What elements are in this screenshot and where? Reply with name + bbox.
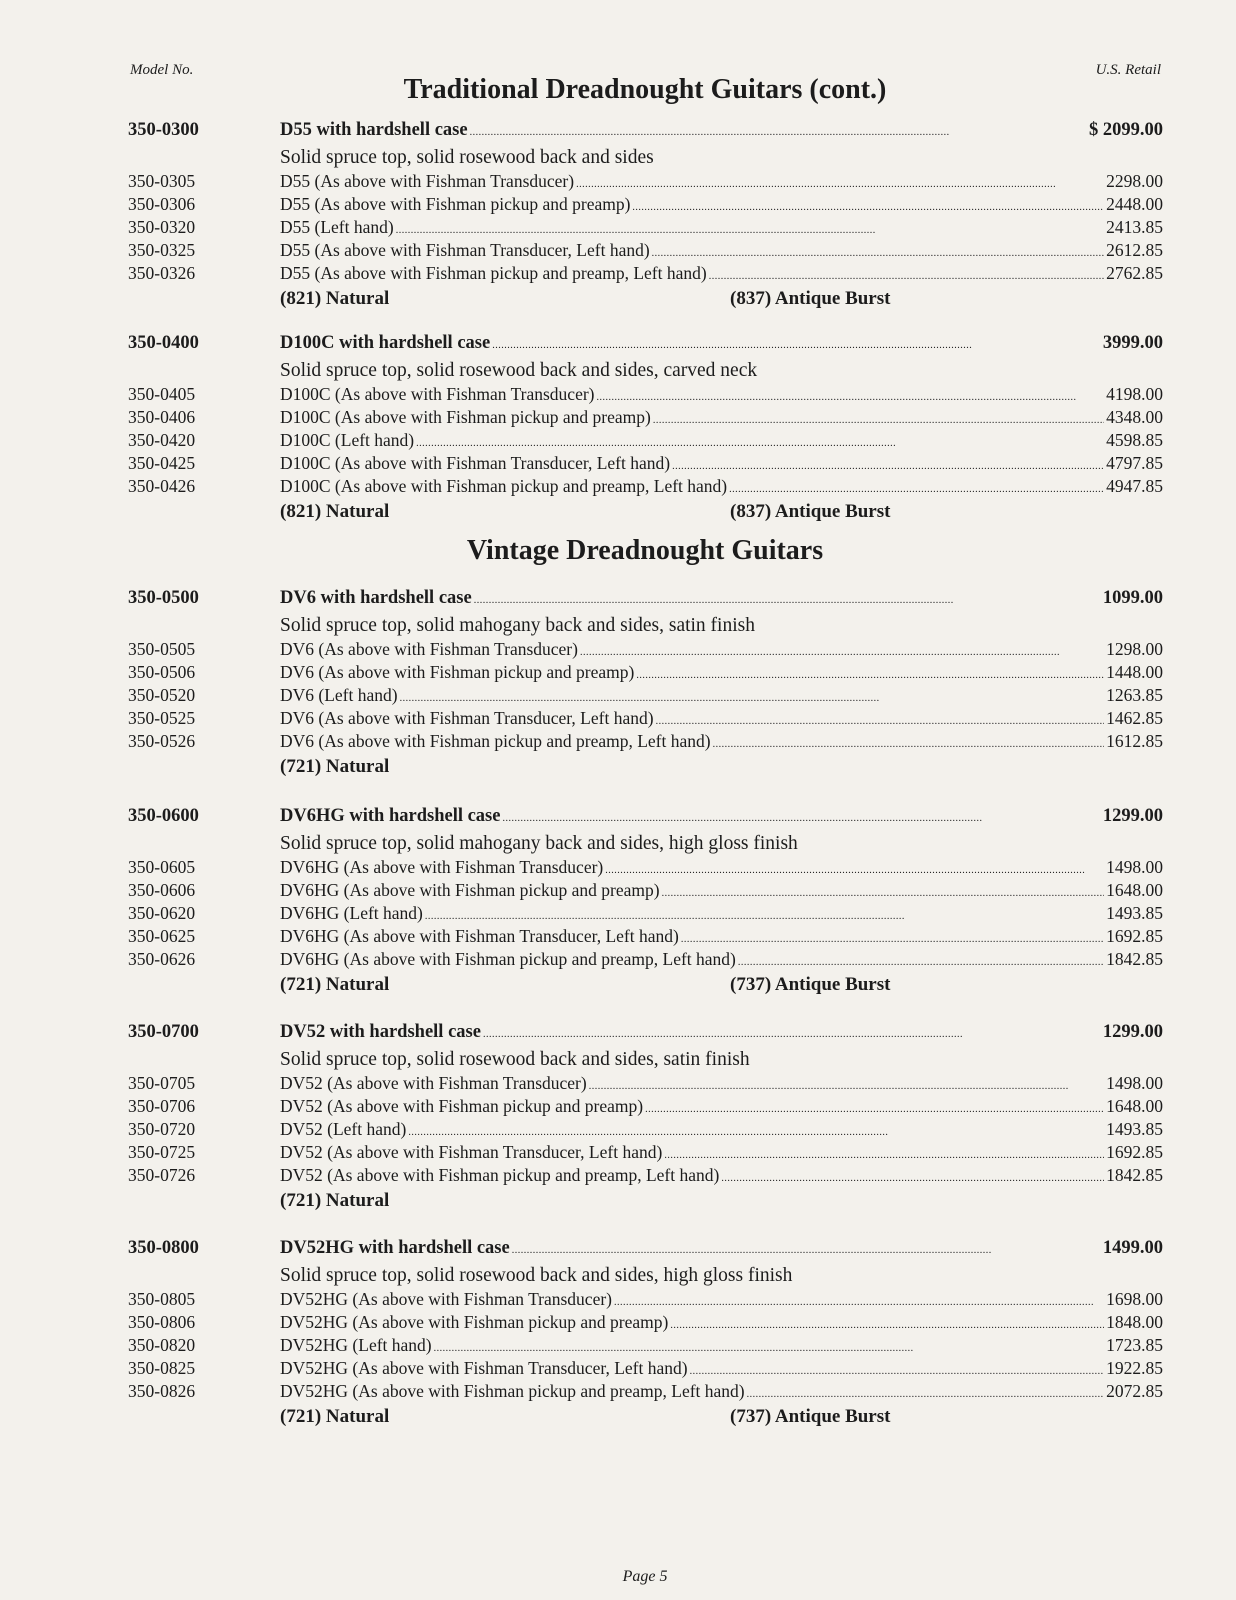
model-number: 350-0606 bbox=[128, 880, 196, 900]
retail-price: 1499.00 bbox=[1102, 1238, 1163, 1258]
retail-price: 1698.00 bbox=[1106, 1289, 1163, 1309]
product-description: D55 with hardshell case bbox=[280, 120, 468, 140]
dot-leader bbox=[396, 217, 1104, 238]
variant-row bbox=[128, 240, 1163, 263]
variant-row bbox=[128, 1073, 1163, 1096]
section-title-vintage: Vintage Dreadnought Guitars bbox=[466, 535, 824, 566]
retail-price: 1299.00 bbox=[1102, 1022, 1163, 1042]
model-number: 350-0725 bbox=[128, 1142, 196, 1162]
dot-leader bbox=[729, 476, 1104, 497]
product-description: DV6 (As above with Fishman Transducer, Left hand) bbox=[280, 708, 654, 728]
product-description: DV6HG with hardshell case bbox=[280, 806, 501, 826]
variant-row bbox=[128, 1358, 1163, 1381]
retail-price: 1299.00 bbox=[1102, 806, 1163, 826]
product-description: DV6HG (Left hand) bbox=[280, 903, 423, 923]
finish-option: (737) Antique Burst bbox=[730, 974, 891, 995]
model-number: 350-0306 bbox=[128, 194, 196, 214]
dot-leader bbox=[636, 662, 1104, 683]
dot-leader bbox=[653, 407, 1104, 428]
product-description: DV52HG (As above with Fishman Transducer, Left hand) bbox=[280, 1358, 688, 1378]
dot-leader bbox=[670, 1312, 1104, 1333]
dot-leader bbox=[580, 639, 1104, 660]
dot-leader bbox=[709, 263, 1104, 284]
product-description: D100C with hardshell case bbox=[280, 333, 491, 353]
variant-row bbox=[128, 1119, 1163, 1142]
main-product-row bbox=[128, 333, 1163, 359]
retail-price: 1099.00 bbox=[1102, 588, 1163, 608]
product-description: DV6 (As above with Fishman pickup and preamp, Left hand) bbox=[280, 731, 711, 751]
product-description: DV6HG (As above with Fishman pickup and preamp) bbox=[280, 880, 660, 900]
finish-options bbox=[280, 1406, 1163, 1432]
main-product-row bbox=[128, 120, 1163, 146]
product-group-dv6hg bbox=[128, 806, 1163, 1000]
model-number: 350-0320 bbox=[128, 217, 196, 237]
product-description: DV52HG with hardshell case bbox=[280, 1238, 510, 1258]
model-number: 350-0820 bbox=[128, 1335, 196, 1355]
dot-leader bbox=[605, 857, 1104, 878]
retail-price: 1922.85 bbox=[1106, 1358, 1163, 1378]
dot-leader bbox=[474, 588, 1101, 609]
variant-row bbox=[128, 407, 1163, 430]
dot-leader bbox=[656, 708, 1105, 729]
product-group-d55 bbox=[128, 120, 1163, 314]
model-number: 350-0826 bbox=[128, 1381, 196, 1401]
retail-price: 2762.85 bbox=[1106, 263, 1163, 283]
main-product-row bbox=[128, 588, 1163, 614]
product-description: D55 (As above with Fishman Transducer, Left hand) bbox=[280, 240, 650, 260]
variant-row bbox=[128, 384, 1163, 407]
model-number: 350-0305 bbox=[128, 171, 196, 191]
product-description: D100C (As above with Fishman Transducer) bbox=[280, 384, 595, 404]
retail-price: 1648.00 bbox=[1106, 1096, 1163, 1116]
finish-options bbox=[280, 756, 1163, 782]
model-number: 350-0406 bbox=[128, 407, 196, 427]
variant-row bbox=[128, 1142, 1163, 1165]
finish-options bbox=[280, 974, 1163, 1000]
variant-row bbox=[128, 476, 1163, 499]
dot-leader bbox=[492, 333, 1101, 354]
product-description: DV52 (As above with Fishman pickup and preamp) bbox=[280, 1096, 644, 1116]
us-retail-header: U.S. Retail bbox=[1095, 62, 1161, 78]
retail-price: 4598.85 bbox=[1106, 430, 1163, 450]
model-number: 350-0505 bbox=[128, 639, 196, 659]
dot-leader bbox=[408, 1119, 1104, 1140]
variant-row bbox=[128, 662, 1163, 685]
variant-row bbox=[128, 1096, 1163, 1119]
finish-options bbox=[280, 1190, 1163, 1216]
product-description: DV6HG (As above with Fishman pickup and preamp, Left hand) bbox=[280, 949, 736, 969]
variant-row bbox=[128, 926, 1163, 949]
variant-row bbox=[128, 949, 1163, 972]
model-number: 350-0325 bbox=[128, 240, 196, 260]
section-title-traditional: Traditional Dreadnought Guitars (cont.) bbox=[403, 74, 887, 105]
model-number: 350-0625 bbox=[128, 926, 196, 946]
product-description: DV6HG (As above with Fishman Transducer) bbox=[280, 857, 604, 877]
product-group-d100c bbox=[128, 333, 1163, 527]
retail-price: 1448.00 bbox=[1106, 662, 1163, 682]
variant-row bbox=[128, 194, 1163, 217]
variant-row bbox=[128, 903, 1163, 926]
retail-price: 1298.00 bbox=[1106, 639, 1163, 659]
model-number: 350-0806 bbox=[128, 1312, 196, 1332]
product-description: D55 (Left hand) bbox=[280, 217, 394, 237]
variant-row bbox=[128, 880, 1163, 903]
retail-price: 1462.85 bbox=[1106, 708, 1163, 728]
product-description: DV6 (As above with Fishman Transducer) bbox=[280, 639, 578, 659]
dot-leader bbox=[470, 120, 1087, 141]
variant-row bbox=[128, 639, 1163, 662]
finish-options bbox=[280, 288, 1163, 314]
dot-leader bbox=[713, 731, 1105, 752]
retail-price: 4348.00 bbox=[1106, 407, 1163, 427]
retail-price: 1498.00 bbox=[1106, 1073, 1163, 1093]
spec-description: Solid spruce top, solid rosewood back and sides, high gloss finish bbox=[280, 1265, 793, 1286]
retail-price: 1648.00 bbox=[1106, 880, 1163, 900]
finish-option: (721) Natural bbox=[280, 1190, 390, 1211]
retail-price: 1842.85 bbox=[1106, 1165, 1163, 1185]
variant-row bbox=[128, 708, 1163, 731]
product-description: DV52 (As above with Fishman Transducer, Left hand) bbox=[280, 1142, 663, 1162]
finish-option: (821) Natural bbox=[280, 288, 390, 309]
model-no-header: Model No. bbox=[130, 62, 194, 78]
product-description: DV52 (As above with Fishman pickup and preamp, Left hand) bbox=[280, 1165, 720, 1185]
model-number: 350-0705 bbox=[128, 1073, 196, 1093]
finish-option: (837) Antique Burst bbox=[730, 501, 891, 522]
model-number: 350-0300 bbox=[128, 120, 199, 140]
dot-leader bbox=[652, 240, 1104, 261]
retail-price: 4198.00 bbox=[1106, 384, 1163, 404]
model-number: 350-0805 bbox=[128, 1289, 196, 1309]
model-number: 350-0800 bbox=[128, 1238, 199, 1258]
product-description: D100C (Left hand) bbox=[280, 430, 415, 450]
dot-leader bbox=[434, 1335, 1105, 1356]
product-description: DV6HG (As above with Fishman Transducer, Left hand) bbox=[280, 926, 679, 946]
retail-price: 2072.85 bbox=[1106, 1381, 1163, 1401]
product-description: D55 (As above with Fishman pickup and preamp, Left hand) bbox=[280, 263, 707, 283]
dot-leader bbox=[483, 1022, 1101, 1043]
product-description: DV52 (As above with Fishman Transducer) bbox=[280, 1073, 587, 1093]
product-group-dv52 bbox=[128, 1022, 1163, 1216]
retail-price: 4797.85 bbox=[1106, 453, 1163, 473]
product-description: DV6 with hardshell case bbox=[280, 588, 472, 608]
dot-leader bbox=[738, 949, 1104, 970]
retail-price: 1612.85 bbox=[1106, 731, 1163, 751]
variant-row bbox=[128, 453, 1163, 476]
model-number: 350-0326 bbox=[128, 263, 196, 283]
finish-option: (837) Antique Burst bbox=[730, 288, 891, 309]
product-description: DV52HG (As above with Fishman pickup and preamp) bbox=[280, 1312, 669, 1332]
product-description: D100C (As above with Fishman pickup and preamp, Left hand) bbox=[280, 476, 728, 496]
variant-row bbox=[128, 1335, 1163, 1358]
dot-leader bbox=[690, 1358, 1105, 1379]
dot-leader bbox=[747, 1381, 1105, 1402]
model-number: 350-0700 bbox=[128, 1022, 199, 1042]
main-product-row bbox=[128, 806, 1163, 832]
model-number: 350-0525 bbox=[128, 708, 196, 728]
main-product-row bbox=[128, 1238, 1163, 1264]
product-description: D100C (As above with Fishman pickup and preamp) bbox=[280, 407, 651, 427]
retail-price: 1493.85 bbox=[1106, 1119, 1163, 1139]
retail-price: 1848.00 bbox=[1106, 1312, 1163, 1332]
finish-options bbox=[280, 501, 1163, 527]
product-group-dv6 bbox=[128, 588, 1163, 782]
model-number: 350-0526 bbox=[128, 731, 196, 751]
model-number: 350-0605 bbox=[128, 857, 196, 877]
finish-option: (821) Natural bbox=[280, 501, 390, 522]
model-number: 350-0426 bbox=[128, 476, 196, 496]
model-number: 350-0825 bbox=[128, 1358, 196, 1378]
dot-leader bbox=[597, 384, 1105, 405]
retail-price: 1692.85 bbox=[1106, 1142, 1163, 1162]
product-description: D100C (As above with Fishman Transducer, Left hand) bbox=[280, 453, 671, 473]
variant-row bbox=[128, 1289, 1163, 1312]
main-product-row bbox=[128, 1022, 1163, 1048]
retail-price: 2448.00 bbox=[1106, 194, 1163, 214]
product-description: DV52 with hardshell case bbox=[280, 1022, 481, 1042]
finish-option: (721) Natural bbox=[280, 974, 390, 995]
variant-row bbox=[128, 1165, 1163, 1188]
dot-leader bbox=[502, 806, 1100, 827]
finish-option: (721) Natural bbox=[280, 756, 390, 777]
finish-option: (721) Natural bbox=[280, 1406, 390, 1427]
retail-price: 1723.85 bbox=[1106, 1335, 1163, 1355]
model-number: 350-0620 bbox=[128, 903, 196, 923]
model-number: 350-0726 bbox=[128, 1165, 196, 1185]
retail-price: 2413.85 bbox=[1106, 217, 1163, 237]
product-description: DV52HG (As above with Fishman pickup and preamp, Left hand) bbox=[280, 1381, 745, 1401]
variant-row bbox=[128, 1381, 1163, 1404]
retail-price: 4947.85 bbox=[1106, 476, 1163, 496]
dot-leader bbox=[645, 1096, 1104, 1117]
dot-leader bbox=[400, 685, 1105, 706]
model-number: 350-0706 bbox=[128, 1096, 196, 1116]
dot-leader bbox=[681, 926, 1104, 947]
variant-row bbox=[128, 171, 1163, 194]
spec-description: Solid spruce top, solid rosewood back and sides, satin finish bbox=[280, 1049, 750, 1070]
dot-leader bbox=[589, 1073, 1104, 1094]
dot-leader bbox=[632, 194, 1104, 215]
retail-price: $ 2099.00 bbox=[1089, 120, 1163, 140]
product-description: DV52HG (As above with Fishman Transducer) bbox=[280, 1289, 612, 1309]
product-description: DV6 (Left hand) bbox=[280, 685, 398, 705]
variant-row bbox=[128, 1312, 1163, 1335]
variant-row bbox=[128, 430, 1163, 453]
model-number: 350-0506 bbox=[128, 662, 196, 682]
model-number: 350-0520 bbox=[128, 685, 196, 705]
dot-leader bbox=[416, 430, 1104, 451]
retail-price: 2298.00 bbox=[1106, 171, 1163, 191]
dot-leader bbox=[672, 453, 1104, 474]
model-number: 350-0600 bbox=[128, 806, 199, 826]
model-number: 350-0420 bbox=[128, 430, 196, 450]
spec-description: Solid spruce top, solid rosewood back and sides, carved neck bbox=[280, 360, 758, 381]
dot-leader bbox=[614, 1289, 1104, 1310]
variant-row bbox=[128, 731, 1163, 754]
page-number: Page 5 bbox=[622, 1568, 668, 1585]
retail-price: 3999.00 bbox=[1102, 333, 1163, 353]
product-description: DV52HG (Left hand) bbox=[280, 1335, 432, 1355]
product-description: D55 (As above with Fishman Transducer) bbox=[280, 171, 575, 191]
variant-row bbox=[128, 857, 1163, 880]
dot-leader bbox=[721, 1165, 1104, 1186]
model-number: 350-0626 bbox=[128, 949, 196, 969]
model-number: 350-0500 bbox=[128, 588, 199, 608]
spec-description: Solid spruce top, solid mahogany back and sides, satin finish bbox=[280, 615, 755, 636]
dot-leader bbox=[576, 171, 1104, 192]
retail-price: 1498.00 bbox=[1106, 857, 1163, 877]
spec-description: Solid spruce top, solid mahogany back and sides, high gloss finish bbox=[280, 833, 798, 854]
model-number: 350-0425 bbox=[128, 453, 196, 473]
retail-price: 1263.85 bbox=[1106, 685, 1163, 705]
retail-price: 2612.85 bbox=[1106, 240, 1163, 260]
model-number: 350-0400 bbox=[128, 333, 199, 353]
model-number: 350-0720 bbox=[128, 1119, 196, 1139]
dot-leader bbox=[664, 1142, 1104, 1163]
product-description: D55 (As above with Fishman pickup and preamp) bbox=[280, 194, 631, 214]
variant-row bbox=[128, 217, 1163, 240]
model-number: 350-0405 bbox=[128, 384, 196, 404]
spec-description: Solid spruce top, solid rosewood back and sides bbox=[280, 147, 654, 168]
product-description: DV52 (Left hand) bbox=[280, 1119, 407, 1139]
variant-row bbox=[128, 263, 1163, 286]
retail-price: 1493.85 bbox=[1106, 903, 1163, 923]
dot-leader bbox=[512, 1238, 1101, 1259]
product-description: DV6 (As above with Fishman pickup and preamp) bbox=[280, 662, 635, 682]
variant-row bbox=[128, 685, 1163, 708]
dot-leader bbox=[662, 880, 1105, 901]
retail-price: 1842.85 bbox=[1106, 949, 1163, 969]
finish-option: (737) Antique Burst bbox=[730, 1406, 891, 1427]
product-group-dv52hg bbox=[128, 1238, 1163, 1432]
retail-price: 1692.85 bbox=[1106, 926, 1163, 946]
dot-leader bbox=[425, 903, 1104, 924]
